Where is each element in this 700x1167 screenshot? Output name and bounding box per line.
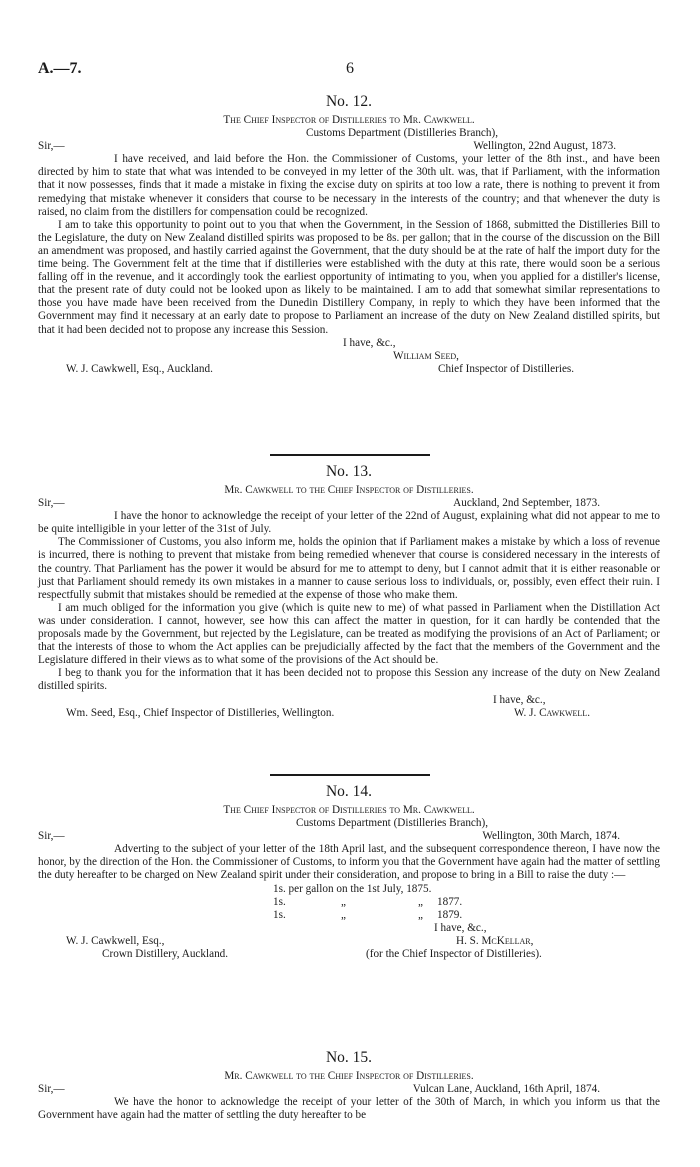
schedule-row <box>38 896 660 909</box>
duty-schedule <box>38 883 660 922</box>
paragraph: I have the honor to acknowledge the receipt of your letter of the 22nd of August, explaining what did not appear to me to be quite intelligible in your letter of the 31st of July. <box>38 510 660 536</box>
schedule-year: 1877. <box>437 895 463 908</box>
salutation: Sir,— <box>38 830 65 843</box>
signer-title: Chief Inspector of Distilleries. <box>438 362 575 375</box>
address-line <box>38 363 660 376</box>
signer: William Seed, <box>393 349 459 362</box>
address-line <box>38 948 660 961</box>
salutation-line <box>38 140 660 153</box>
divider <box>270 774 430 776</box>
paragraph: I beg to thank you for the information that it has been decided not to propose this Session any increase of the duty on New Zealand distilled spirits. <box>38 667 660 693</box>
letter-title: Mr. Cawkwell to the Chief Inspector of Distilleries. <box>224 1070 474 1082</box>
place-date: Wellington, 22nd August, 1873. <box>473 140 616 153</box>
addressee: Wm. Seed, Esq., Chief Inspector of Distilleries, Wellington. <box>66 706 335 719</box>
dept-line <box>38 127 660 140</box>
place-date: Vulcan Lane, Auckland, 16th April, 1874. <box>412 1083 600 1096</box>
salutation: Sir,— <box>38 497 65 510</box>
signer: W. J. Cawkwell. <box>514 706 591 719</box>
salutation-line <box>38 830 660 843</box>
letter-13 <box>38 462 660 720</box>
letter-number: No. 12. <box>325 93 373 110</box>
place-date: Wellington, 30th March, 1874. <box>482 830 620 843</box>
ditto-mark: „ <box>418 908 423 921</box>
paragraph: I have received, and laid before the Hon. the Commissioner of Customs, your letter of the 8th inst., and have been directed by him to state that what was intended to be conveyed in my letter of the 30th ult. was, that if Parliament, with the information that it now possesses, finds that it made a mistake in fixing the excise duty on spirits at too low a rate, there is nothing to prevent it from remedying that mistake whenever it considers that course to be necessary in the interests of the country; and that whenever the duty is raised, no claim from the distillers for compensation could be recognized. <box>38 153 660 218</box>
ditto-mark: „ <box>341 895 346 908</box>
closing-line <box>38 922 660 935</box>
signer: H. S. McKellar, <box>456 934 534 947</box>
schedule-year: 1879. <box>437 908 463 921</box>
addressee: W. J. Cawkwell, Esq., Auckland. <box>66 362 213 375</box>
closing-line <box>38 694 660 707</box>
divider <box>270 454 430 456</box>
signer-for: (for the Chief Inspector of Distilleries). <box>366 948 542 961</box>
letter-number: No. 13. <box>325 463 373 480</box>
salutation: Sir,— <box>38 140 65 153</box>
letter-title: The Chief Inspector of Distilleries to Mr. Cawkwell. <box>223 804 475 816</box>
schedule-rate: 1s. per gallon on the 1st July, 1875. <box>273 882 432 895</box>
letter-14 <box>38 782 660 961</box>
salutation: Sir,— <box>38 1083 65 1096</box>
department: Customs Department (Distilleries Branch), <box>296 817 489 830</box>
salutation-line <box>38 1083 660 1096</box>
department: Customs Department (Distilleries Branch), <box>306 127 499 140</box>
address-line <box>38 707 660 720</box>
addressee: Crown Distillery, Auckland. <box>102 948 229 961</box>
paragraph: Adverting to the subject of your letter of the 18th April last, and the subsequent correspondence thereon, I have now the honor, by the direction of the Hon. the Commissioner of Customs, to inform you that the Government have again had the matter of settling the duty hereafter to be charged on New Zealand spirit under their consideration, and propose to bring in a Bill to raise the duty :— <box>38 843 660 882</box>
schedule-rate: 1s. <box>273 908 286 921</box>
paragraph: We have the honor to acknowledge the receipt of your letter of the 30th of March, in which you inform us that the Government have again had the matter of settling the duty hereafter to be <box>38 1096 660 1122</box>
letter-title: The Chief Inspector of Distilleries to Mr. Cawkwell. <box>223 114 475 126</box>
letter-15 <box>38 1048 660 1122</box>
closing: I have, &c., <box>434 921 487 934</box>
schedule-row <box>38 883 660 896</box>
document-reference: A.—7. <box>38 60 82 77</box>
salutation-line <box>38 497 660 510</box>
paragraph: The Commissioner of Customs, you also inform me, holds the opinion that if Parliament makes a mistake by which a loss of revenue is incurred, there is nothing to prevent that mistake from being remedied whenever that course is considered necessary in the interests of the country. That Parliament has the power it would be absurd for me to attempt to deny, but I cannot admit that it is either reasonable or just that Parliament should remedy its own mistakes in a manner to cause serious loss to individuals, or, possibly, even effect their ruin. I respectfully submit that mistakes should be remedied at the expense of those who make them. <box>38 536 660 601</box>
closing: I have, &c., <box>493 693 546 706</box>
page-number: 6 <box>346 60 354 77</box>
place-date: Auckland, 2nd September, 1873. <box>453 497 600 510</box>
address-line <box>38 935 660 948</box>
signer-line <box>38 350 660 363</box>
letter-12 <box>38 92 660 376</box>
letter-number: No. 15. <box>325 1049 373 1066</box>
schedule-rate: 1s. <box>273 895 286 908</box>
addressee: W. J. Cawkwell, Esq., <box>66 934 165 947</box>
closing: I have, &c., <box>343 336 396 349</box>
paragraph: I am much obliged for the information you give (which is quite new to me) of what passed in Parliament when the Distillation Act was under consideration. I cannot, however, see how this can affect the matter in question, for it can hardly be contended that the proposals made by the Government, but rejected by the Legislature, can be treated as modifying the provisions of an Act of Parliament; or that the interests of those to whom the Act applies can be prejudicially affected by the fact that the members of the Government and the Legislature differed in their views as to what some of the provisions of the Act should be. <box>38 601 660 667</box>
letter-number: No. 14. <box>325 783 373 800</box>
ditto-mark: „ <box>341 908 346 921</box>
closing-line <box>38 337 660 350</box>
ditto-mark: „ <box>418 895 423 908</box>
dept-line <box>38 817 660 830</box>
page-header <box>38 60 662 82</box>
paragraph: I am to take this opportunity to point out to you that when the Government, in the Session of 1868, submitted the Distilleries Bill to the Legislature, the duty on New Zealand distilled spirits was proposed to be 8s. per gallon; that in the course of the discussion on the Bill an amendment was proposed, and hastily carried against the Government, that the duty should be at the rate of half the import duty for the time being. The Government felt at the time that if distilleries were established with the duty at this rate, there would soon be a serious falling off in the revenue, and it accordingly took the earliest opportunity of intimating to you, when you applied for a distiller's license, that the present rate of duty could not be looked upon as likely to be maintained. I am to add that somewhat similar representations to those you have made have been received from the Dunedin Distillery Company, in reply to which they have been informed that the Government may find it necessary at an early date to propose to Parliament an increase of the duty on New Zealand distilled spirits, but that it had been decided not to propose any increase this Session. <box>38 218 660 336</box>
schedule-row <box>38 909 660 922</box>
letter-title: Mr. Cawkwell to the Chief Inspector of Distilleries. <box>224 484 474 496</box>
